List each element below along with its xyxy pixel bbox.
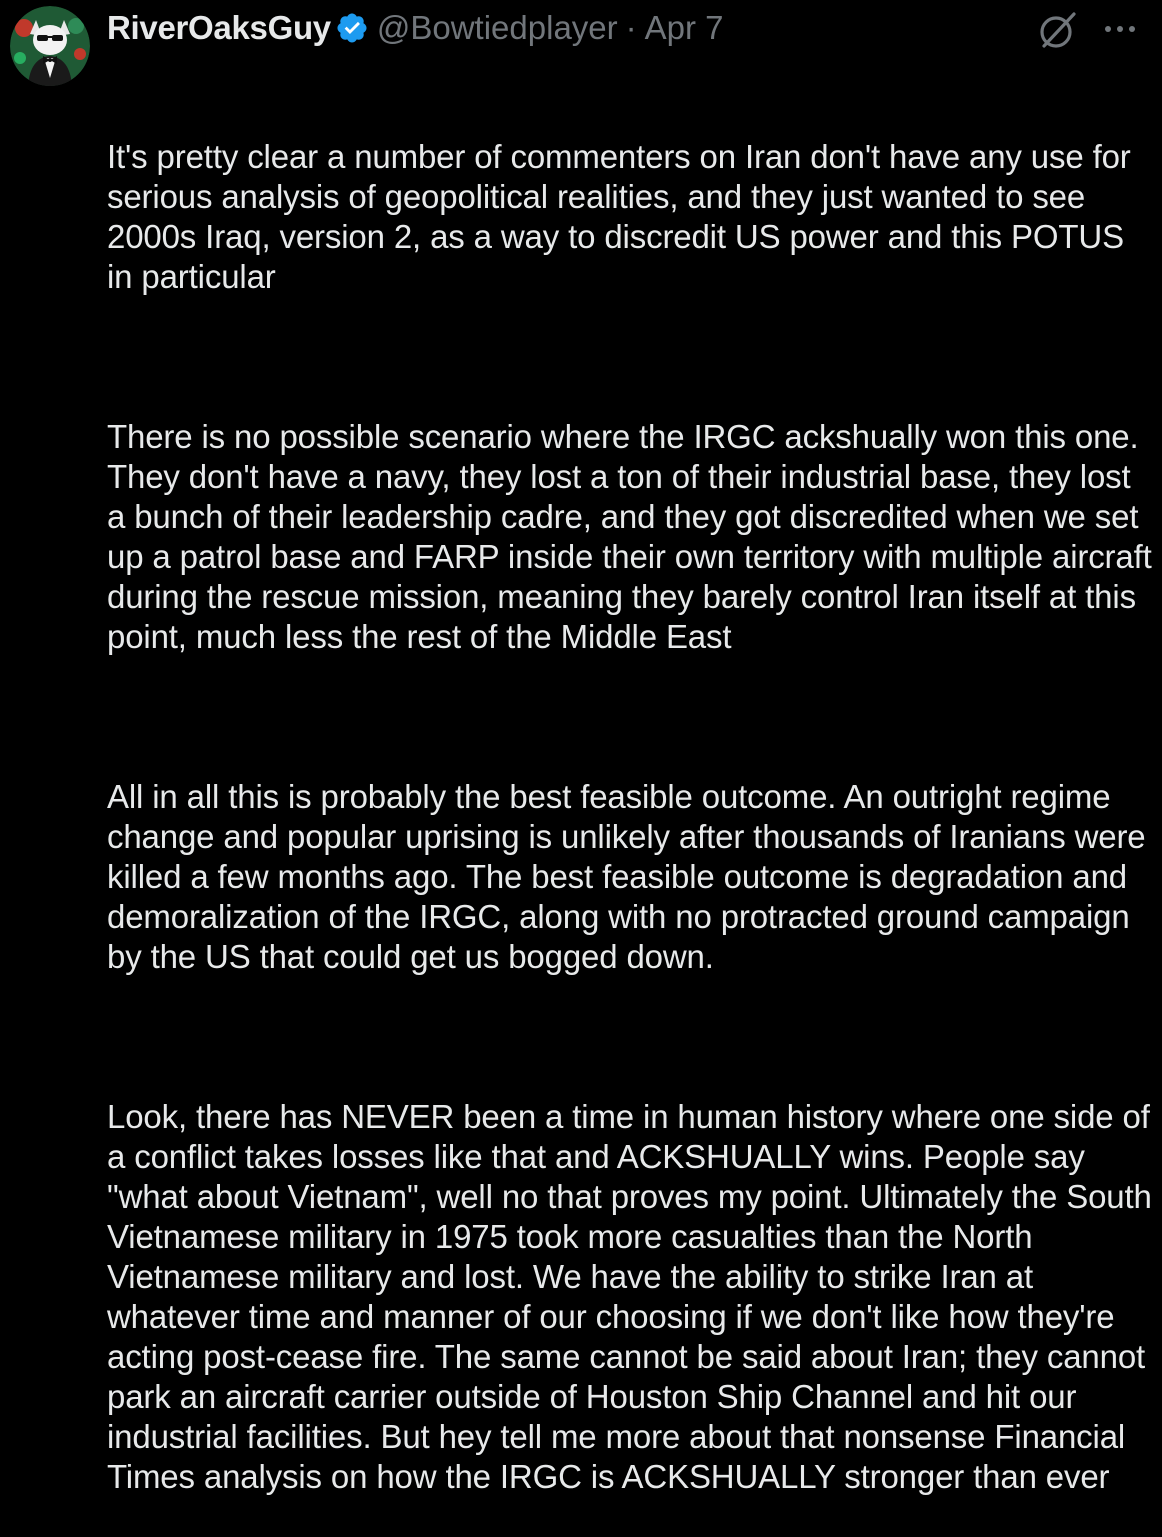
display-name[interactable]: RiverOaksGuy xyxy=(107,9,331,46)
post-paragraph: All in all this is probably the best feasible outcome. An outright regime change and popular uprising is unlikely after thousands of Iranians were killed a few months ago. The best feasible outcome is degradation and demoralization of the IRGC, along with no protracted ground campaign by the US that could get us bogged down. xyxy=(107,778,1155,975)
post-paragraph: Look, there has NEVER been a time in human history where one side of a conflict takes losses like that and ACKSHUALLY wins. People say "what about Vietnam", well no that proves my point. Ultimately the South Vietnamese military in 1975 took more casualties than the North Vietnamese military and lost. We have the ability to strike Iran at whatever time and manner of our choosing if we don't like how they're acting post-cease fire. The same cannot be said about Iran; they cannot park an aircraft carrier outside of Houston Ship Channel and hit our industrial facilities. But hey tell me more about that nonsense Financial Times analysis on how the IRGC is ACKSHUALLY stronger than ever xyxy=(107,1098,1161,1495)
post-header xyxy=(107,6,724,50)
avatar[interactable] xyxy=(10,6,90,86)
post-date[interactable]: Apr 7 xyxy=(644,9,724,46)
post-paragraph: There is no possible scenario where the IRGC ackshually won this one. They don't have a navy, they lost a ton of their industrial base, they lost a bunch of their leadership cadre, and they got discredited when we set up a patrol base and FARP inside their own territory with multiple aircraft during the rescue mission, meaning they barely control Iran itself at this point, much less the rest of the Middle East xyxy=(107,418,1161,655)
verified-badge-icon xyxy=(335,11,369,45)
handle[interactable]: @Bowtiedplayer xyxy=(376,9,618,46)
grok-icon[interactable] xyxy=(1036,8,1080,52)
more-dots-icon[interactable] xyxy=(1100,14,1140,44)
header-separator: · xyxy=(625,9,637,46)
post-paragraph: It's pretty clear a number of commenters on Iran don't have any use for serious analysis of geopolitical realities, and they just wanted to see 2000s Iraq, version 2, as a way to discredit US power and this POTUS in particular xyxy=(107,138,1140,295)
post-text xyxy=(107,57,1161,1537)
avatar-image xyxy=(10,6,90,86)
